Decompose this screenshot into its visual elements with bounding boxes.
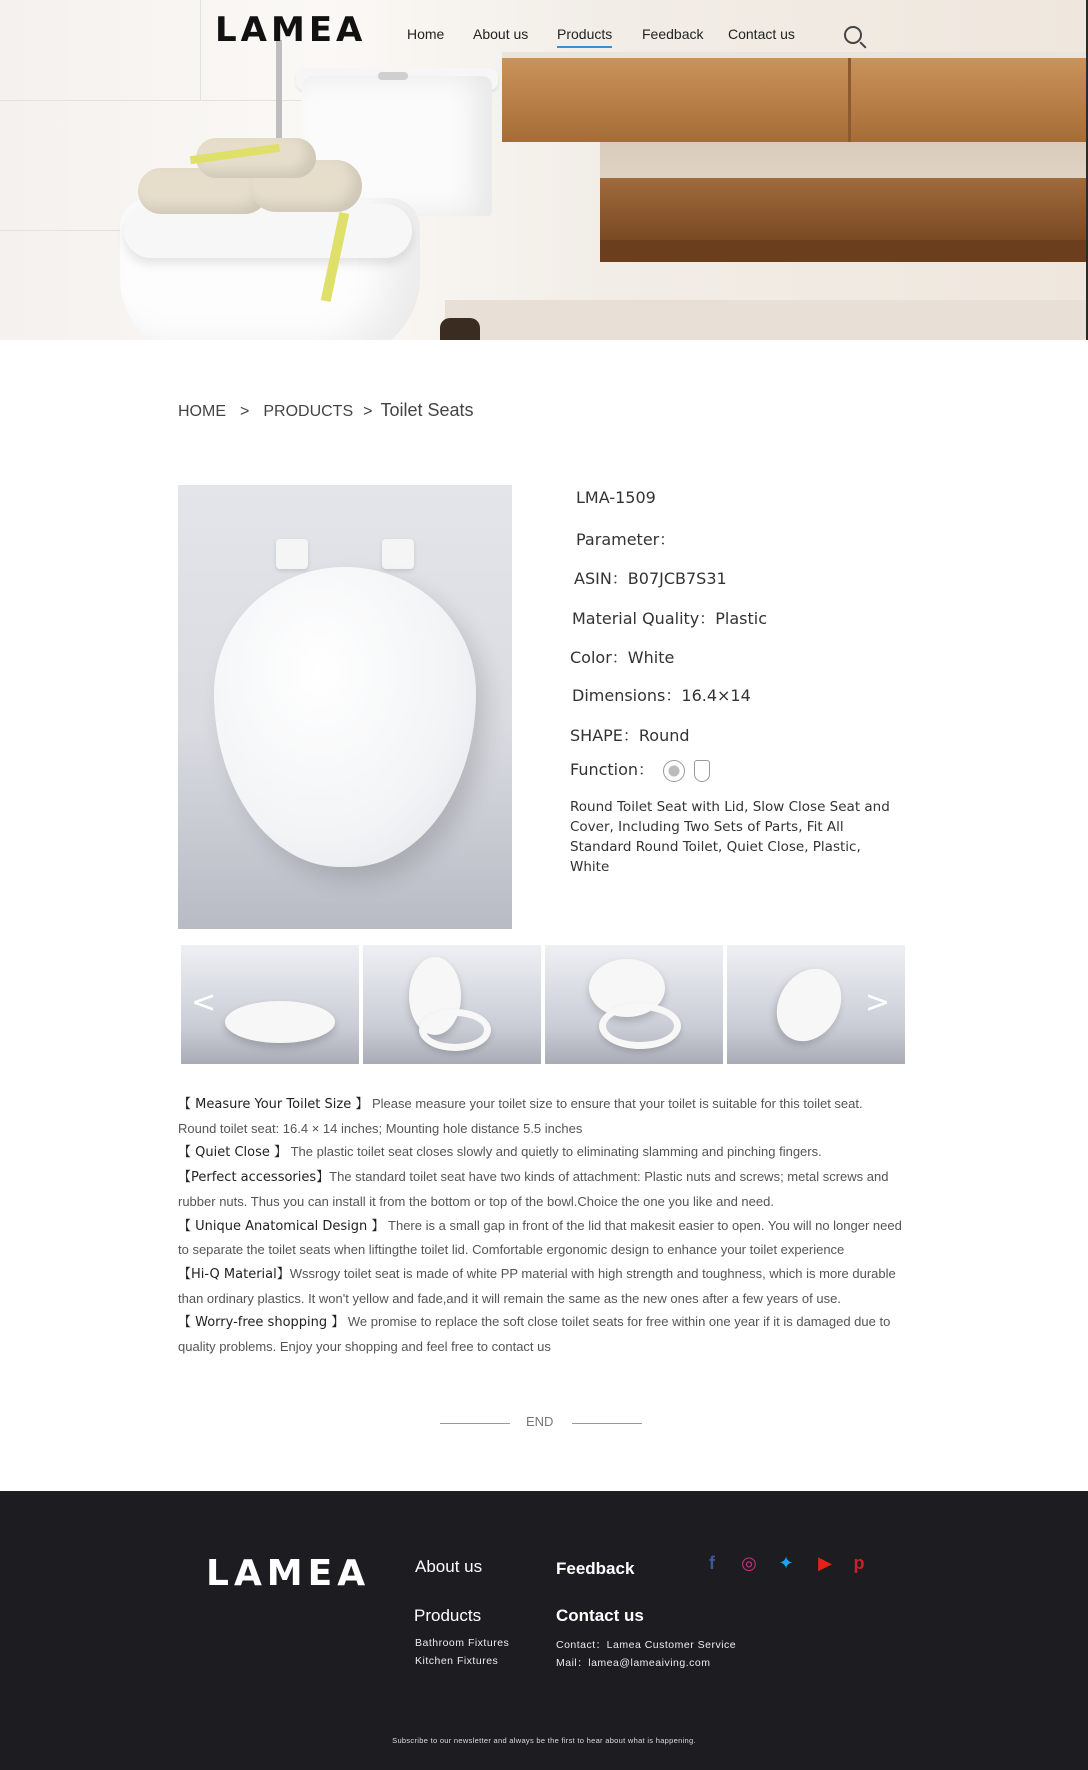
feature-heading: 【 Quiet Close 】: [178, 1145, 287, 1161]
feature-heading: 【 Measure Your Toilet Size 】: [178, 1097, 369, 1112]
spec-color: [570, 645, 674, 668]
slow-close-icon: [663, 760, 685, 782]
feature-paragraph: [178, 1140, 903, 1165]
footer-mail-line[interactable]: Mail：lamea@lameaiving.com: [556, 1657, 711, 1669]
brand-logo[interactable]: LAMEA: [215, 10, 367, 50]
thumbnail-gallery: [181, 945, 906, 1064]
feature-heading: 【 Unique Anatomical Design 】: [178, 1218, 385, 1234]
nav-feedback[interactable]: Feedback: [642, 26, 704, 42]
spec-material-value: Plastic: [715, 609, 768, 628]
spec-shape-label: SHAPE：: [570, 726, 639, 745]
footer-logo[interactable]: LAMEA: [206, 1553, 371, 1594]
tile-grout: [0, 230, 120, 231]
breadcrumb-products[interactable]: PRODUCTS: [263, 403, 354, 420]
facebook-icon[interactable]: f: [709, 1553, 715, 1573]
instagram-icon[interactable]: ◎: [741, 1553, 757, 1573]
spec-shape-value: Round: [638, 726, 690, 745]
footer-about-us[interactable]: About us: [415, 1557, 483, 1576]
breadcrumb-current: Toilet Seats: [380, 400, 474, 420]
end-divider: [440, 1414, 642, 1434]
main-nav: [0, 26, 1088, 48]
breadcrumb-separator: >: [363, 403, 373, 420]
spec-color-label: Color：: [570, 648, 628, 667]
hero-cabinet-split: [848, 58, 851, 142]
product-description: [178, 1092, 903, 1359]
quick-release-icon: [694, 760, 710, 782]
hinge-left: [276, 539, 308, 569]
footer-subscribe-text: Subscribe to our newsletter and always be the first to hear about what is happening.: [392, 1736, 696, 1745]
gallery-next-button[interactable]: >: [865, 985, 891, 1020]
pinterest-icon[interactable]: p: [853, 1553, 865, 1573]
hero-cabinet: [502, 58, 1088, 142]
spec-dimensions-value: 16.4×14: [681, 686, 751, 705]
thumb-seat: [225, 1001, 335, 1043]
feature-text: Please measure your toilet size to ensure that your toilet is suitable for this toilet seat. Round toilet seat: 16.4 × 14 inches; Mounting hole distance 5.5 inches: [178, 1096, 863, 1136]
thumb-ring: [419, 1009, 491, 1051]
nav-contact-us[interactable]: Contact us: [728, 26, 795, 42]
footer-products[interactable]: Products: [414, 1606, 482, 1625]
thumbnail-2[interactable]: [363, 945, 541, 1064]
spec-material-label: Material Quality：: [572, 609, 716, 628]
spec-asin: [574, 566, 727, 589]
product-model: LMA-1509: [576, 488, 656, 507]
search-icon[interactable]: [844, 26, 862, 44]
nav-about-us[interactable]: About us: [473, 26, 529, 42]
hero-shelf: [600, 178, 1088, 240]
spec-shape: [570, 723, 690, 746]
feature-text: Wssrogy toilet seat is made of white PP material with high strength and toughness, which is more durable than ordinary plastics. It won't yellow and fade,and it will remain the same as the new ones after a few years of use.: [178, 1265, 896, 1306]
spec-dimensions-label: Dimensions：: [572, 686, 682, 705]
hero-banner: [0, 0, 1088, 340]
spec-function: [570, 757, 710, 782]
nav-products[interactable]: Products: [557, 26, 613, 42]
tile-grout: [200, 0, 201, 100]
feature-paragraph: [178, 1310, 903, 1358]
nav-home[interactable]: Home: [407, 26, 445, 42]
toilet-seat-lid: [214, 567, 476, 867]
feature-paragraph: [178, 1165, 903, 1213]
hero-flush-button: [378, 72, 408, 80]
breadcrumb-home[interactable]: HOME: [178, 403, 226, 420]
product-main-image: [178, 485, 512, 929]
footer-contact-us[interactable]: Contact us: [556, 1606, 644, 1625]
feature-heading: 【Hi-Q Material】: [178, 1266, 290, 1282]
footer-feedback[interactable]: Feedback: [556, 1559, 635, 1578]
parameter-label: Parameter：: [576, 530, 676, 549]
hero-toilet-base-shadow: [440, 318, 480, 340]
feature-heading: 【 Worry-free shopping 】: [178, 1315, 345, 1331]
hero-shelf-edge: [600, 240, 1088, 262]
divider-line: [572, 1423, 642, 1424]
feature-heading: 【Perfect accessories】: [178, 1170, 330, 1186]
spec-material: [572, 606, 767, 629]
spec-color-value: White: [627, 648, 675, 667]
thumb-lid: [764, 957, 854, 1053]
feature-text: The plastic toilet seat closes slowly and quietly to eliminating slamming and pinching fingers.: [287, 1144, 822, 1160]
feature-paragraph: [178, 1092, 903, 1140]
hero-pipe: [276, 40, 282, 150]
feature-text: There is a small gap in front of the lid that makesit easier to open. You will no longer need to separate the toilet seats when liftingthe toilet lid. Comfortable ergonomic design to enhance your toilet experience: [178, 1217, 902, 1258]
spec-asin-value: B07JCB7S31: [627, 569, 727, 588]
feature-paragraph: [178, 1262, 903, 1310]
youtube-icon[interactable]: ▶: [818, 1553, 832, 1573]
feature-text: The standard toilet seat have two kinds of attachment: Plastic nuts and screws; metal screws and rubber nuts. Thus you can install it from the bottom or top of the bowl.Choice the one you like and need.: [178, 1169, 889, 1209]
thumb-ring: [599, 1003, 681, 1049]
feature-paragraph: [178, 1214, 903, 1262]
divider-line: [440, 1423, 510, 1424]
feature-text: We promise to replace the soft close toilet seats for free within one year if it is damaged due to quality problems. Enjoy your shopping and feel free to contact us: [178, 1314, 891, 1355]
breadcrumb: [178, 400, 474, 421]
spec-dimensions: [572, 683, 751, 706]
twitter-icon[interactable]: ✦: [778, 1553, 794, 1573]
hero-wall-lower: [445, 300, 1088, 340]
footer-contact-line: Contact：Lamea Customer Service: [556, 1639, 737, 1651]
product-summary: Round Toilet Seat with Lid, Slow Close Seat and Cover, Including Two Sets of Parts, Fit All Standard Round Toilet, Quiet Close, Plastic, White: [570, 799, 890, 875]
footer-link-kitchen[interactable]: Kitchen Fixtures: [415, 1655, 499, 1667]
footer-link-bathroom[interactable]: Bathroom Fixtures: [415, 1637, 510, 1649]
spec-asin-label: ASIN：: [574, 569, 628, 588]
breadcrumb-separator: >: [240, 403, 250, 420]
end-label: END: [526, 1414, 554, 1429]
hinge-right: [382, 539, 414, 569]
spec-function-label: Function：: [570, 760, 655, 779]
site-footer: [0, 1491, 1088, 1770]
gallery-prev-button[interactable]: <: [191, 985, 217, 1020]
thumbnail-3[interactable]: [545, 945, 723, 1064]
